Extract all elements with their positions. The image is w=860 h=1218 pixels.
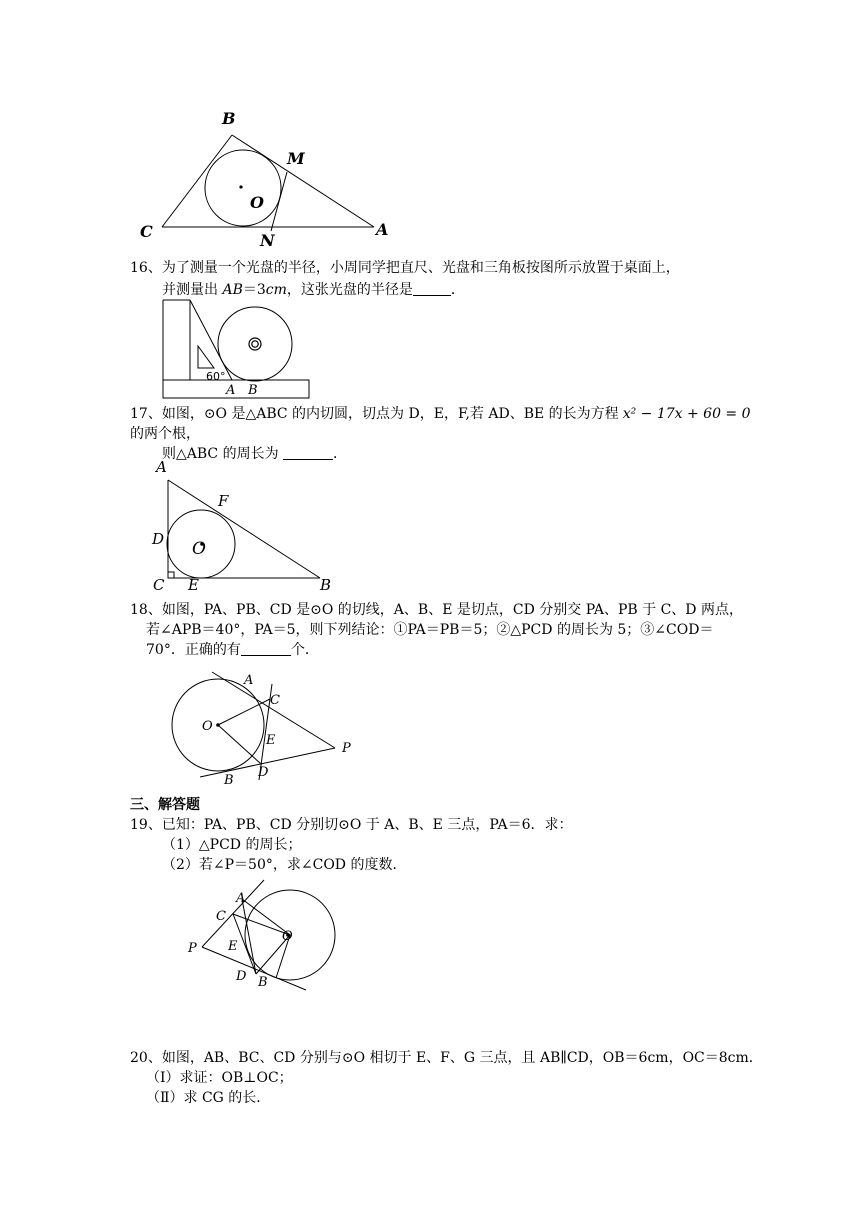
q17-line2: 的两个根， [130, 426, 200, 442]
label-A: A [376, 220, 389, 239]
label-D: D [152, 530, 165, 548]
label-O: O [250, 193, 264, 212]
q16-answer-blank[interactable] [413, 281, 451, 296]
q18-line1: 18、如图，PA、PB、CD 是⊙O 的切线，A、B、E 是切点，CD 分别交 PA、PB 于 C、D 两点， [130, 602, 743, 618]
q17-text-end: ． [333, 446, 348, 462]
label-C: C [153, 576, 165, 594]
q18-text-end: 个． [290, 642, 319, 658]
q20-line1: 20、如图，AB、BC、CD 分别与⊙O 相切于 E、F、G 三点，且 AB∥CD，OB＝6cm，OC＝8cm． [130, 1050, 763, 1066]
q18-line3 [146, 640, 319, 660]
figure-q19-tangents [178, 872, 348, 996]
label-O: O [202, 719, 213, 734]
q17-text-3: 则△ABC 的周长为 [162, 446, 284, 462]
label-C: C [216, 909, 226, 924]
label-C: C [270, 693, 280, 708]
q17-text-1: 17、如图，⊙O 是△ABC 的内切圆，切点为 D，E，F,若 AD、BE 的长为方程 [130, 406, 619, 422]
label-N: N [260, 231, 275, 250]
label-D: D [236, 969, 247, 984]
q19-part1: （1）△PCD 的周长； [162, 837, 302, 853]
label-M: M [287, 149, 305, 168]
label-A: A [236, 891, 246, 906]
q20-part2: （Ⅱ）求 CG 的长． [146, 1090, 271, 1106]
q16-line1: 16、为了测量一个光盘的半径，小周同学把直尺、光盘和三角板按图所示放置于桌面上， [130, 260, 680, 276]
q18-answer-blank[interactable] [241, 641, 291, 656]
label-P: P [342, 741, 351, 756]
q20-part1: （Ⅰ）求证：OB⊥OC； [146, 1070, 293, 1086]
figure-q18-tangents [160, 664, 360, 788]
q16-text-b: ＝3 [242, 282, 266, 298]
label-O: O [192, 539, 206, 559]
label-A: A [244, 673, 254, 688]
q18-line2: 若∠APB＝40°，PA＝5，则下列结论：①PA＝PB＝5；②△PCD 的周长为 5；③∠COD＝ [146, 622, 714, 638]
q17-line1 [130, 404, 751, 424]
figure-q15-triangle [130, 100, 400, 250]
q18-text-3: 70°．正确的有 [146, 642, 241, 658]
label-B: B [258, 975, 268, 990]
label-O: O [282, 929, 293, 944]
figure-q17-incircle [148, 460, 348, 594]
q17-answer-blank[interactable] [283, 445, 333, 460]
label-D: D [258, 765, 269, 780]
q16-text-a: 并测量出 [162, 282, 223, 298]
label-B: B [222, 109, 236, 128]
label-A: A [226, 383, 236, 398]
label-A: A [156, 460, 167, 476]
q19-part2: （2）若∠P＝50°，求∠COD 的度数． [162, 857, 407, 873]
q17-equation: x² − 17x + 60 = 0 [622, 406, 751, 422]
label-E: E [228, 939, 238, 954]
label-B: B [320, 576, 332, 594]
q16-text-end: ． [450, 282, 465, 298]
q16-text-c: ，这张光盘的半径是 [286, 282, 413, 298]
label-F: F [218, 492, 229, 510]
q16-ab: AB [222, 282, 243, 298]
figure-q16-disc [160, 296, 315, 402]
section-heading: 三、解答题 [130, 797, 200, 813]
q19-line1: 19、已知：PA、PB、CD 分别切⊙O 于 A、B、E 三点，PA＝6．求： [130, 817, 573, 833]
q16-cm: cm [265, 282, 287, 298]
label-C: C [140, 222, 153, 241]
label-P: P [188, 941, 197, 956]
label-B: B [248, 383, 258, 398]
label-E: E [188, 576, 199, 594]
label-B: B [224, 773, 234, 788]
angle-60-label: 60° [206, 370, 226, 383]
label-E: E [266, 733, 276, 748]
